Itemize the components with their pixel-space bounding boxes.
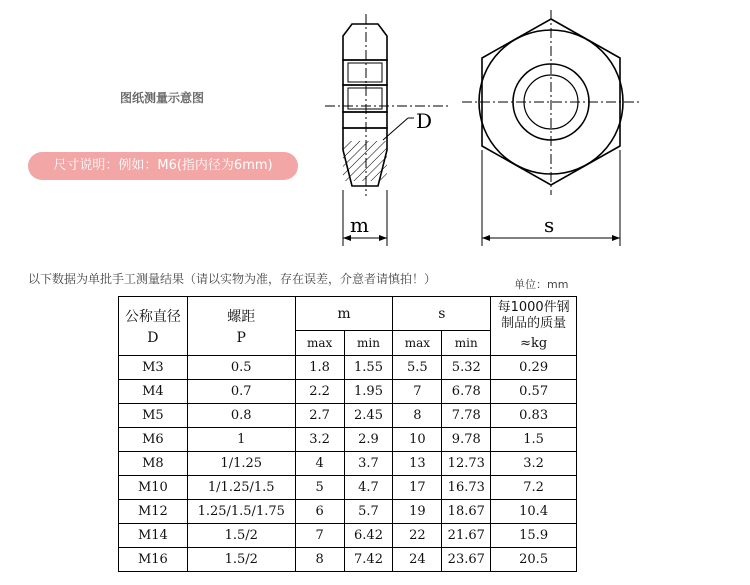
cell-p: 1.25/1.5/1.75 (187, 500, 295, 524)
label-m: m (350, 213, 369, 237)
cell-m-min: 3.7 (344, 452, 393, 476)
header-d: 公称直径 D (119, 297, 188, 356)
cell-m-max: 2.2 (295, 380, 344, 404)
cell-d: M16 (119, 548, 188, 572)
table-body (119, 356, 577, 572)
cell-p: 1.5/2 (187, 524, 295, 548)
cell-s-max: 8 (393, 404, 442, 428)
cell-d: M10 (119, 476, 188, 500)
cell-m-max: 8 (295, 548, 344, 572)
cell-p: 1/1.25/1.5 (187, 476, 295, 500)
cell-m-max: 4 (295, 452, 344, 476)
cell-s-min: 12.73 (442, 452, 491, 476)
cell-d: M12 (119, 500, 188, 524)
cell-p: 1 (187, 428, 295, 452)
hex-nut-drawing (0, 0, 750, 260)
cell-m-min: 1.95 (344, 380, 393, 404)
cell-s-min: 5.32 (442, 356, 491, 380)
cell-p: 0.8 (187, 404, 295, 428)
cell-s-min: 21.67 (442, 524, 491, 548)
header-m-min: min (344, 331, 393, 356)
table-note: 以下数据为单批手工测量结果（请以实物为准，存在误差，介意者请慎拍！） (28, 272, 437, 286)
cell-m-max: 2.7 (295, 404, 344, 428)
cell-d: M4 (119, 380, 188, 404)
cell-m-min: 2.9 (344, 428, 393, 452)
cell-s-max: 24 (393, 548, 442, 572)
label-s: s (544, 213, 555, 237)
cell-p: 0.5 (187, 356, 295, 380)
cell-m-max: 3.2 (295, 428, 344, 452)
table-row (119, 548, 577, 572)
table-row (119, 476, 577, 500)
cell-s-max: 22 (393, 524, 442, 548)
cell-s-min: 18.67 (442, 500, 491, 524)
cell-s-min: 16.73 (442, 476, 491, 500)
header-m: m (295, 297, 393, 331)
cell-p: 0.7 (187, 380, 295, 404)
cell-m-max: 6 (295, 500, 344, 524)
cell-w: 0.29 (491, 356, 577, 380)
cell-m-min: 4.7 (344, 476, 393, 500)
cell-s-min: 7.78 (442, 404, 491, 428)
cell-m-min: 6.42 (344, 524, 393, 548)
cell-d: M8 (119, 452, 188, 476)
cell-w: 0.83 (491, 404, 577, 428)
cell-w: 0.57 (491, 380, 577, 404)
header-m-max: max (295, 331, 344, 356)
cell-s-max: 7 (393, 380, 442, 404)
header-p: 螺距 P (187, 297, 295, 356)
cell-s-min: 23.67 (442, 548, 491, 572)
header-s-max: max (393, 331, 442, 356)
cell-m-min: 5.7 (344, 500, 393, 524)
header-row-1 (119, 297, 577, 331)
table-row (119, 404, 577, 428)
header-s: s (393, 297, 491, 331)
cell-w: 15.9 (491, 524, 577, 548)
table-row (119, 428, 577, 452)
drawing-caption: 图纸测量示意图 (120, 91, 205, 105)
thread-hatching (343, 141, 387, 181)
cell-s-max: 13 (393, 452, 442, 476)
cell-w: 1.5 (491, 428, 577, 452)
table-row (119, 500, 577, 524)
cell-p: 1.5/2 (187, 548, 295, 572)
cell-m-min: 7.42 (344, 548, 393, 572)
cell-s-max: 10 (393, 428, 442, 452)
cell-s-max: 5.5 (393, 356, 442, 380)
cell-d: M6 (119, 428, 188, 452)
cell-m-max: 5 (295, 476, 344, 500)
table-row (119, 356, 577, 380)
cell-m-min: 2.45 (344, 404, 393, 428)
cell-w: 7.2 (491, 476, 577, 500)
unit-label: 单位：mm (514, 278, 569, 291)
cell-s-max: 19 (393, 500, 442, 524)
spec-table (118, 296, 577, 572)
table-row (119, 380, 577, 404)
header-weight: 每1000件钢 制品的质量 ≈kg (491, 297, 577, 356)
table-row (119, 524, 577, 548)
cell-s-min: 6.78 (442, 380, 491, 404)
cell-w: 20.5 (491, 548, 577, 572)
size-note-badge: 尺寸说明：例如：M6(指内径为6mm) (28, 152, 298, 180)
cell-m-max: 7 (295, 524, 344, 548)
cell-p: 1/1.25 (187, 452, 295, 476)
cell-s-max: 17 (393, 476, 442, 500)
cell-d: M14 (119, 524, 188, 548)
cell-w: 10.4 (491, 500, 577, 524)
label-d: D (416, 109, 433, 133)
cell-m-min: 1.55 (344, 356, 393, 380)
cell-s-min: 9.78 (442, 428, 491, 452)
cell-d: M3 (119, 356, 188, 380)
cell-w: 3.2 (491, 452, 577, 476)
header-s-min: min (442, 331, 491, 356)
table-row (119, 452, 577, 476)
cell-m-max: 1.8 (295, 356, 344, 380)
cell-d: M5 (119, 404, 188, 428)
